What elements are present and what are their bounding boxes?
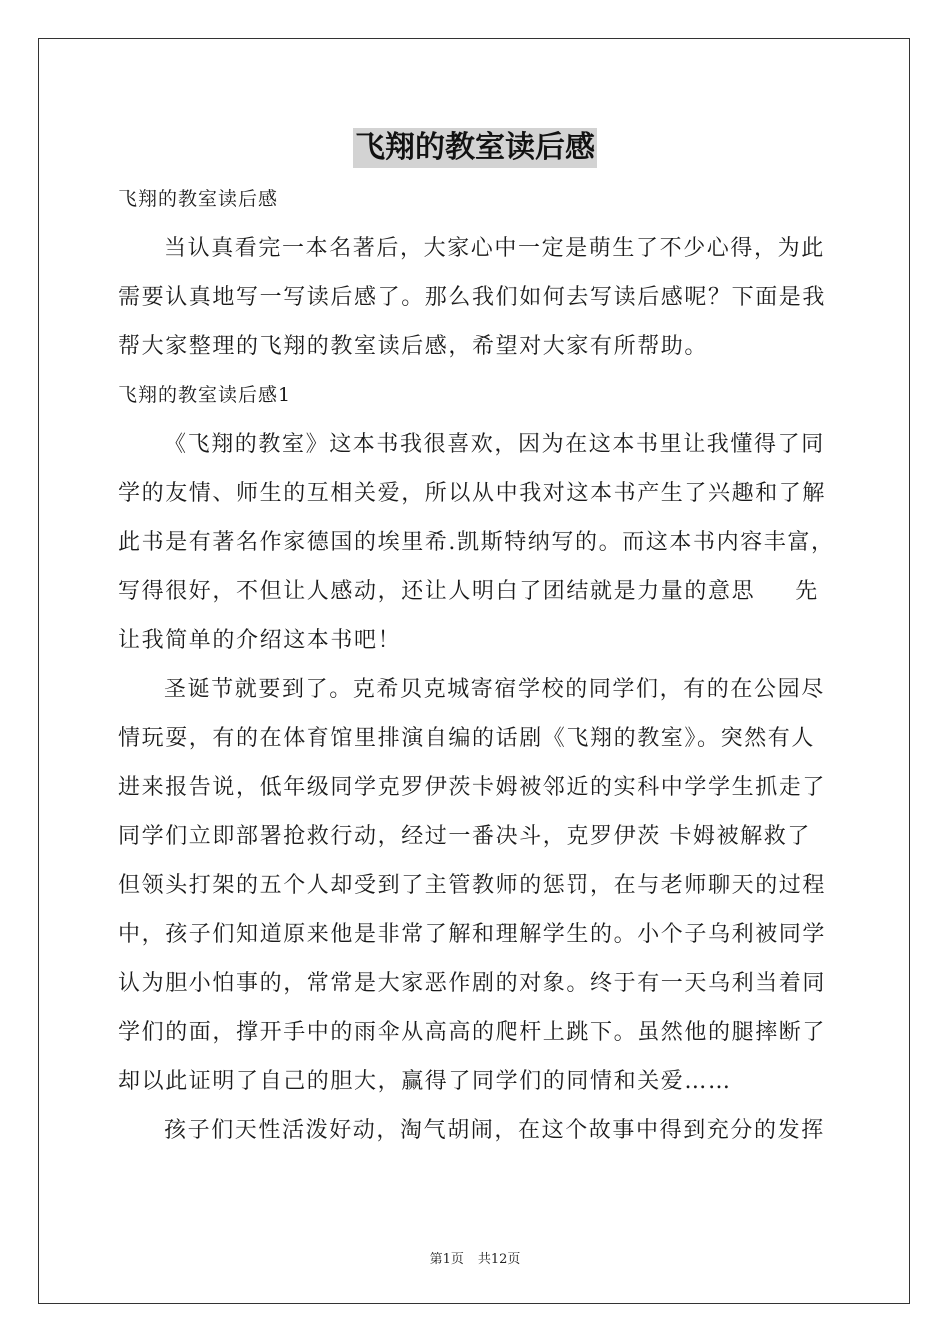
- paragraph-2: [118, 665, 840, 1106]
- paragraph-line-with-tail: [118, 567, 840, 616]
- paragraph-line: 圣诞节就要到了。克希贝克城寄宿学校的同学们，有的在公园尽: [164, 677, 825, 702]
- paragraph-line: 却以此证明了自己的胆大，赢得了同学们的同情和关爱……: [118, 1069, 732, 1094]
- paragraph-line: 中，孩子们知道原来他是非常了解和理解学生的。小个子乌利被同学: [118, 922, 827, 947]
- paragraph-line: 《飞翔的教室》这本书我很喜欢，因为在这本书里让我懂得了同: [164, 432, 825, 457]
- page-number: 第1页: [429, 1252, 464, 1267]
- paragraph-line: 学的友情、师生的互相关爱，所以从中我对这本书产生了兴趣和了解: [118, 481, 827, 506]
- intro-line: 帮大家整理的飞翔的教室读后感，希望对大家有所帮助。: [118, 334, 709, 359]
- page-footer: [0, 1248, 950, 1267]
- paragraph-line: 同学们立即部署抢救行动，经过一番决斗，克罗伊茨 卡姆被解救了: [118, 824, 811, 849]
- page-total: 共12页: [477, 1252, 521, 1267]
- paragraph-line: 但领头打架的五个人却受到了主管教师的惩罚，在与老师聊天的过程: [118, 873, 827, 898]
- title-container: [0, 128, 950, 168]
- paragraph-line: 让我简单的介绍这本书吧！: [118, 628, 402, 653]
- paragraph-line: 进来报告说，低年级同学克罗伊茨卡姆被邻近的实科中学学生抓走了: [118, 775, 827, 800]
- document-title: 飞翔的教室读后感: [353, 128, 597, 168]
- paragraph-3: [118, 1106, 840, 1155]
- paragraph-line-tail: 先: [795, 579, 819, 604]
- intro-line: 需要认真地写一写读后感了。那么我们如何去写读后感呢？下面是我: [118, 285, 827, 310]
- document-body: [118, 175, 840, 1155]
- intro-line: 当认真看完一本名著后，大家心中一定是萌生了不少心得，为此: [164, 236, 825, 261]
- paragraph-1: [118, 420, 840, 665]
- intro-paragraph: [118, 224, 840, 371]
- document-subtitle: 飞翔的教室读后感: [118, 188, 279, 210]
- section-heading: 飞翔的教室读后感1: [118, 384, 292, 406]
- paragraph-line: 此书是有著名作家德国的埃里希.凯斯特纳写的。而这本书内容丰富，: [118, 530, 835, 555]
- paragraph-line: 情玩耍，有的在体育馆里排演自编的话剧《飞翔的教室》。突然有人: [118, 726, 816, 751]
- paragraph-line: 孩子们天性活泼好动，淘气胡闹，在这个故事中得到充分的发挥: [164, 1118, 825, 1143]
- paragraph-line: 认为胆小怕事的，常常是大家恶作剧的对象。终于有一天乌利当着同: [118, 971, 827, 996]
- paragraph-line: 学们的面，撑开手中的雨伞从高高的爬杆上跳下。虽然他的腿摔断了: [118, 1020, 827, 1045]
- paragraph-line-text: 写得很好，不但让人感动，还让人明白了团结就是力量的意思: [118, 579, 756, 604]
